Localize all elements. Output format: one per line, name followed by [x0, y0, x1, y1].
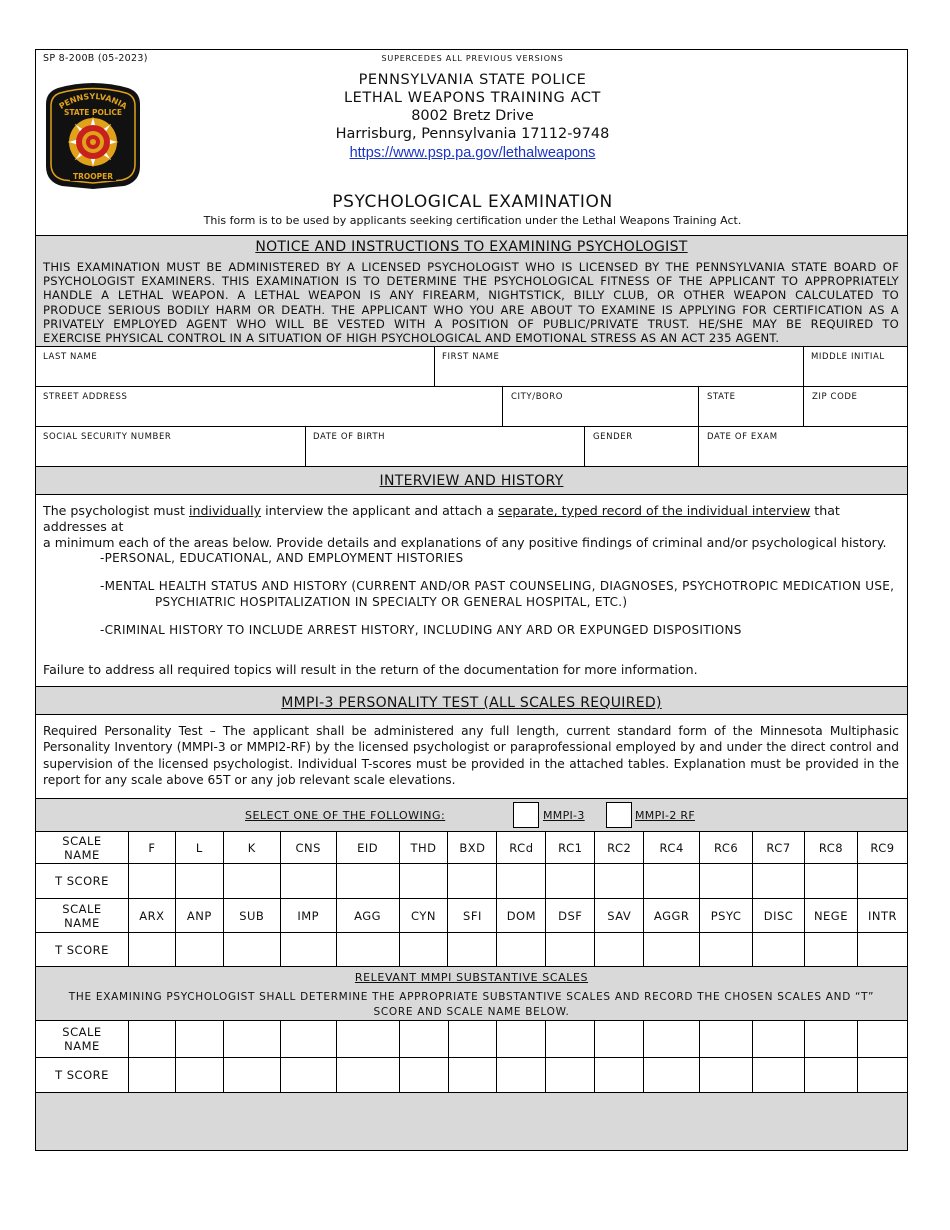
score-input-cell[interactable] [175, 1021, 223, 1058]
city-boro-label: CITY/BORO [511, 392, 564, 402]
score-input-cell[interactable] [175, 1058, 223, 1093]
scale-name-label: SCALE NAME [36, 832, 129, 864]
program-name: LETHAL WEAPONS TRAINING ACT [343, 90, 602, 106]
score-input-cell[interactable] [805, 933, 858, 967]
score-input-cell[interactable] [857, 1058, 907, 1093]
score-input-cell[interactable] [448, 1021, 497, 1058]
supersedes-note: SUPERCEDES ALL PREVIOUS VERSIONS [381, 54, 564, 63]
interview-text: interview the applicant and attach a [261, 503, 499, 518]
scale-cell: K [223, 832, 280, 864]
form-number: SP 8-200B (05-2023) [43, 53, 148, 64]
score-input-cell[interactable] [546, 1021, 595, 1058]
dob-field[interactable] [307, 443, 583, 465]
scale-name-label: SCALE NAME [36, 1021, 129, 1058]
list-item: -CRIMINAL HISTORY TO INCLUDE ARREST HISTORY, INCLUDING ANY ARD OR EXPUNGED DISPOSITIONS [100, 623, 742, 637]
agency-name: PENNSYLVANIA STATE POLICE [358, 72, 587, 88]
ssn-label: SOCIAL SECURITY NUMBER [43, 432, 172, 442]
scale-cell: F [128, 832, 175, 864]
score-input-cell[interactable] [336, 933, 399, 967]
form-subtitle: This form is to be used by applicants seeking certification under the Lethal Weapons Training Act. [203, 214, 742, 227]
interview-text: The psychologist must [43, 503, 189, 518]
street-address-field[interactable] [37, 403, 501, 425]
score-input-cell[interactable] [595, 1058, 644, 1093]
dob-label: DATE OF BIRTH [313, 432, 386, 442]
score-input-cell[interactable] [700, 1021, 753, 1058]
scale-cell: AGGR [644, 899, 700, 933]
scale-cell: RC2 [595, 832, 644, 864]
substantive-line: SCORE AND SCALE NAME BELOW. [373, 1006, 570, 1018]
zip-code-field[interactable] [805, 403, 905, 425]
form-container [35, 49, 908, 1151]
score-input-cell[interactable] [700, 933, 753, 967]
score-input-cell[interactable] [336, 1058, 399, 1093]
date-of-exam-field[interactable] [700, 443, 905, 465]
interview-footer-note: Failure to address all required topics will result in the return of the documentation for more information. [43, 662, 698, 677]
score-input-cell[interactable] [128, 864, 175, 899]
score-input-cell[interactable] [644, 864, 700, 899]
scale-cell: SAV [595, 899, 644, 933]
score-input-cell[interactable] [700, 864, 753, 899]
mmpi-line: supervision of the licensed psychologist. Individual T-scores must be provided in the attached tables. Explanation must be provided in the [43, 756, 899, 771]
t-score-label: T SCORE [36, 933, 129, 967]
score-input-cell[interactable] [280, 864, 336, 899]
score-input-cell[interactable] [546, 1058, 595, 1093]
bottom-blank-area [36, 1093, 907, 1150]
score-input-cell[interactable] [448, 1058, 497, 1093]
date-of-exam-label: DATE OF EXAM [707, 432, 778, 442]
score-input-cell[interactable] [336, 1021, 399, 1058]
scale-cell: CNS [280, 832, 336, 864]
t-score-label: T SCORE [36, 1058, 129, 1093]
score-input-cell[interactable] [448, 864, 497, 899]
substantive-title: RELEVANT MMPI SUBSTANTIVE SCALES [354, 971, 589, 984]
score-input-cell[interactable] [805, 864, 858, 899]
select-label: SELECT ONE OF THE FOLLOWING: [245, 809, 446, 822]
t-score-row [36, 933, 908, 967]
scale-cell: RC8 [805, 832, 858, 864]
score-input-cell[interactable] [223, 933, 280, 967]
score-input-cell[interactable] [448, 933, 497, 967]
score-input-cell[interactable] [399, 1058, 448, 1093]
score-input-cell[interactable] [857, 864, 907, 899]
notice-title: NOTICE AND INSTRUCTIONS TO EXAMINING PSYCHOLOGIST [255, 239, 688, 255]
score-input-cell[interactable] [595, 864, 644, 899]
score-input-cell[interactable] [175, 864, 223, 899]
scales-table [35, 831, 908, 967]
score-input-cell[interactable] [399, 1021, 448, 1058]
list-item: -PERSONAL, EDUCATIONAL, AND EMPLOYMENT HISTORIES [100, 551, 464, 565]
interview-instructions [43, 503, 903, 551]
scale-cell: AGG [336, 899, 399, 933]
score-input-cell[interactable] [753, 1058, 805, 1093]
ssn-field[interactable] [37, 443, 304, 465]
scale-cell: L [175, 832, 223, 864]
score-input-cell[interactable] [644, 1021, 700, 1058]
mmpi-2rf-checkbox[interactable] [606, 802, 632, 828]
city-state-line: Harrisburg, Pennsylvania 17112-9748 [335, 126, 610, 142]
mmpi-3-option-label[interactable]: MMPI-3 [543, 809, 585, 822]
test-selection-row [36, 799, 907, 831]
score-input-cell[interactable] [497, 1058, 546, 1093]
mmpi-instructions [43, 723, 899, 789]
scale-cell: CYN [399, 899, 448, 933]
notice-line: HANDLE A LETHAL WEAPON. A LETHAL WEAPON IS ANY FIREARM, NIGHTSTICK, BILLY CLUB, OR OTHER WEAPON CALCULATED TO [43, 288, 899, 303]
score-input-cell[interactable] [805, 1021, 858, 1058]
mmpi-2rf-option-label[interactable]: MMPI-2 RF [635, 809, 695, 822]
score-input-cell[interactable] [497, 864, 546, 899]
scale-cell: RC9 [857, 832, 907, 864]
city-boro-field[interactable] [504, 403, 697, 425]
scale-cell: NEGE [805, 899, 858, 933]
score-input-cell[interactable] [595, 1021, 644, 1058]
svg-text:TROOPER: TROOPER [72, 172, 114, 181]
t-score-row [36, 864, 908, 899]
score-input-cell[interactable] [857, 1021, 907, 1058]
score-input-cell[interactable] [753, 864, 805, 899]
scale-cell: DSF [546, 899, 595, 933]
scale-cell: RCd [497, 832, 546, 864]
gender-label: GENDER [593, 432, 633, 442]
notice-line: PSYCHOLOGIST EXAMINERS. THIS EXAMINATION IS TO DETERMINE THE PSYCHOLOGICAL FITNESS OF THE APPLICANT TO APPROPRIATELY [43, 274, 899, 289]
scale-cell: RC4 [644, 832, 700, 864]
substantive-scales-table [35, 1020, 908, 1093]
score-input-cell[interactable] [753, 933, 805, 967]
scale-cell: DOM [497, 899, 546, 933]
scale-name-row [36, 1021, 908, 1058]
scale-cell: DISC [753, 899, 805, 933]
scale-cell: IMP [280, 899, 336, 933]
notice-text [43, 260, 899, 345]
score-input-cell[interactable] [857, 933, 907, 967]
state-label: STATE [707, 392, 736, 402]
interview-emphasis: individually [189, 503, 262, 518]
score-input-cell[interactable] [546, 933, 595, 967]
score-input-cell[interactable] [644, 1058, 700, 1093]
scale-name-row [36, 899, 908, 933]
score-input-cell[interactable] [280, 1021, 336, 1058]
score-input-cell[interactable] [128, 1021, 175, 1058]
score-input-cell[interactable] [497, 933, 546, 967]
list-item-continuation: PSYCHIATRIC HOSPITALIZATION IN SPECIALTY OR GENERAL HOSPITAL, ETC.) [155, 595, 628, 609]
score-input-cell[interactable] [128, 1058, 175, 1093]
score-input-cell[interactable] [753, 1021, 805, 1058]
mmpi-line: report for any scale above 65T or any job relevant scale elevations. [43, 773, 456, 788]
last-name-label: LAST NAME [43, 352, 98, 362]
notice-line: PRIVATELY EMPLOYED AGENT WHO WILL BE VESTED WITH A POSITION OF PUBLIC/PRIVATE TRUST. HE/SHE MAY BE REQUIRED TO [43, 316, 899, 331]
street-address-label: STREET ADDRESS [43, 392, 128, 402]
svg-text:PENNSYLVANIA: PENNSYLVANIA [57, 91, 129, 111]
score-input-cell[interactable] [399, 933, 448, 967]
score-input-cell[interactable] [336, 864, 399, 899]
notice-line: THIS EXAMINATION MUST BE ADMINISTERED BY A LICENSED PSYCHOLOGIST WHO IS LICENSED BY THE PENNSYLVANIA STATE BOARD OF [43, 260, 899, 274]
score-input-cell[interactable] [546, 864, 595, 899]
state-field[interactable] [700, 403, 802, 425]
score-input-cell[interactable] [223, 864, 280, 899]
scale-cell: PSYC [700, 899, 753, 933]
score-input-cell[interactable] [280, 1058, 336, 1093]
score-input-cell[interactable] [805, 1058, 858, 1093]
scale-name-label: SCALE NAME [36, 899, 129, 933]
first-name-label: FIRST NAME [442, 352, 500, 362]
substantive-line: THE EXAMINING PSYCHOLOGIST SHALL DETERMINE THE APPROPRIATE SUBSTANTIVE SCALES AND RECORD THE CHOSEN SCALES AND “T” [68, 991, 875, 1003]
zip-code-label: ZIP CODE [812, 392, 858, 402]
notice-line: PRODUCE SERIOUS BODILY HARM OR DEATH. THE APPLICANT WHO YOU ARE ABOUT TO EXAMINE IS APPLYING FOR CERTIFICATION AS A [43, 302, 899, 317]
score-input-cell[interactable] [223, 1021, 280, 1058]
mmpi-3-checkbox[interactable] [513, 802, 539, 828]
website-link[interactable]: https://www.psp.pa.gov/lethalweapons [349, 145, 596, 161]
interview-emphasis: separate, typed record of the individual interview [498, 503, 811, 518]
score-input-cell[interactable] [280, 933, 336, 967]
scale-cell: RC6 [700, 832, 753, 864]
score-input-cell[interactable] [497, 1021, 546, 1058]
middle-initial-field[interactable] [805, 363, 905, 385]
score-input-cell[interactable] [175, 933, 223, 967]
mmpi-line: Personality Inventory (MMPI-3 or MMPI2-RF) by the licensed psychologist or paraprofessional employed by and under the direct control and [43, 740, 899, 755]
first-name-field[interactable] [436, 363, 802, 385]
svg-text:STATE POLICE: STATE POLICE [63, 108, 123, 117]
mmpi-line: Required Personality Test – The applicant shall be administered any full length, current standard form of the Minnesota Multiphasic [43, 724, 899, 738]
score-input-cell[interactable] [223, 1058, 280, 1093]
scale-cell: BXD [448, 832, 497, 864]
gender-field[interactable] [586, 443, 697, 465]
scale-cell: INTR [857, 899, 907, 933]
website-link-row [36, 144, 909, 162]
middle-initial-label: MIDDLE INITIAL [811, 352, 885, 362]
scale-cell: RC7 [753, 832, 805, 864]
street-address-line: 8002 Bretz Drive [411, 108, 534, 124]
scale-cell: SUB [223, 899, 280, 933]
scale-cell: RC1 [546, 832, 595, 864]
scale-cell: THD [399, 832, 448, 864]
scale-cell: ARX [128, 899, 175, 933]
t-score-label: T SCORE [36, 864, 129, 899]
notice-line: EXERCISE PHYSICAL CONTROL IN A SITUATION OF HIGH PSYCHOLOGICAL AND EMOTIONAL STRESS AS AN ACT 235 AGENT. [43, 331, 780, 346]
scale-name-row [36, 832, 908, 864]
interview-title: INTERVIEW AND HISTORY [379, 473, 564, 489]
score-input-cell[interactable] [644, 933, 700, 967]
scale-cell: ANP [175, 899, 223, 933]
t-score-row [36, 1058, 908, 1093]
mmpi-title: MMPI-3 PERSONALITY TEST (ALL SCALES REQUIRED) [281, 695, 662, 711]
score-input-cell[interactable] [399, 864, 448, 899]
score-input-cell[interactable] [128, 933, 175, 967]
interview-text: that addresses at [43, 503, 840, 534]
last-name-field[interactable] [37, 363, 433, 385]
substantive-instructions [36, 990, 907, 1020]
interview-text: a minimum each of the areas below. Provide details and explanations of any positive findings of criminal and/or psychological history. [43, 535, 887, 550]
scale-cell: SFI [448, 899, 497, 933]
form-title: PSYCHOLOGICAL EXAMINATION [332, 192, 613, 212]
scale-cell: EID [336, 832, 399, 864]
list-item: -MENTAL HEALTH STATUS AND HISTORY (CURRENT AND/OR PAST COUNSELING, DIAGNOSES, PSYCHOTROPIC MEDICATION USE, [100, 579, 895, 593]
score-input-cell[interactable] [595, 933, 644, 967]
score-input-cell[interactable] [700, 1058, 753, 1093]
